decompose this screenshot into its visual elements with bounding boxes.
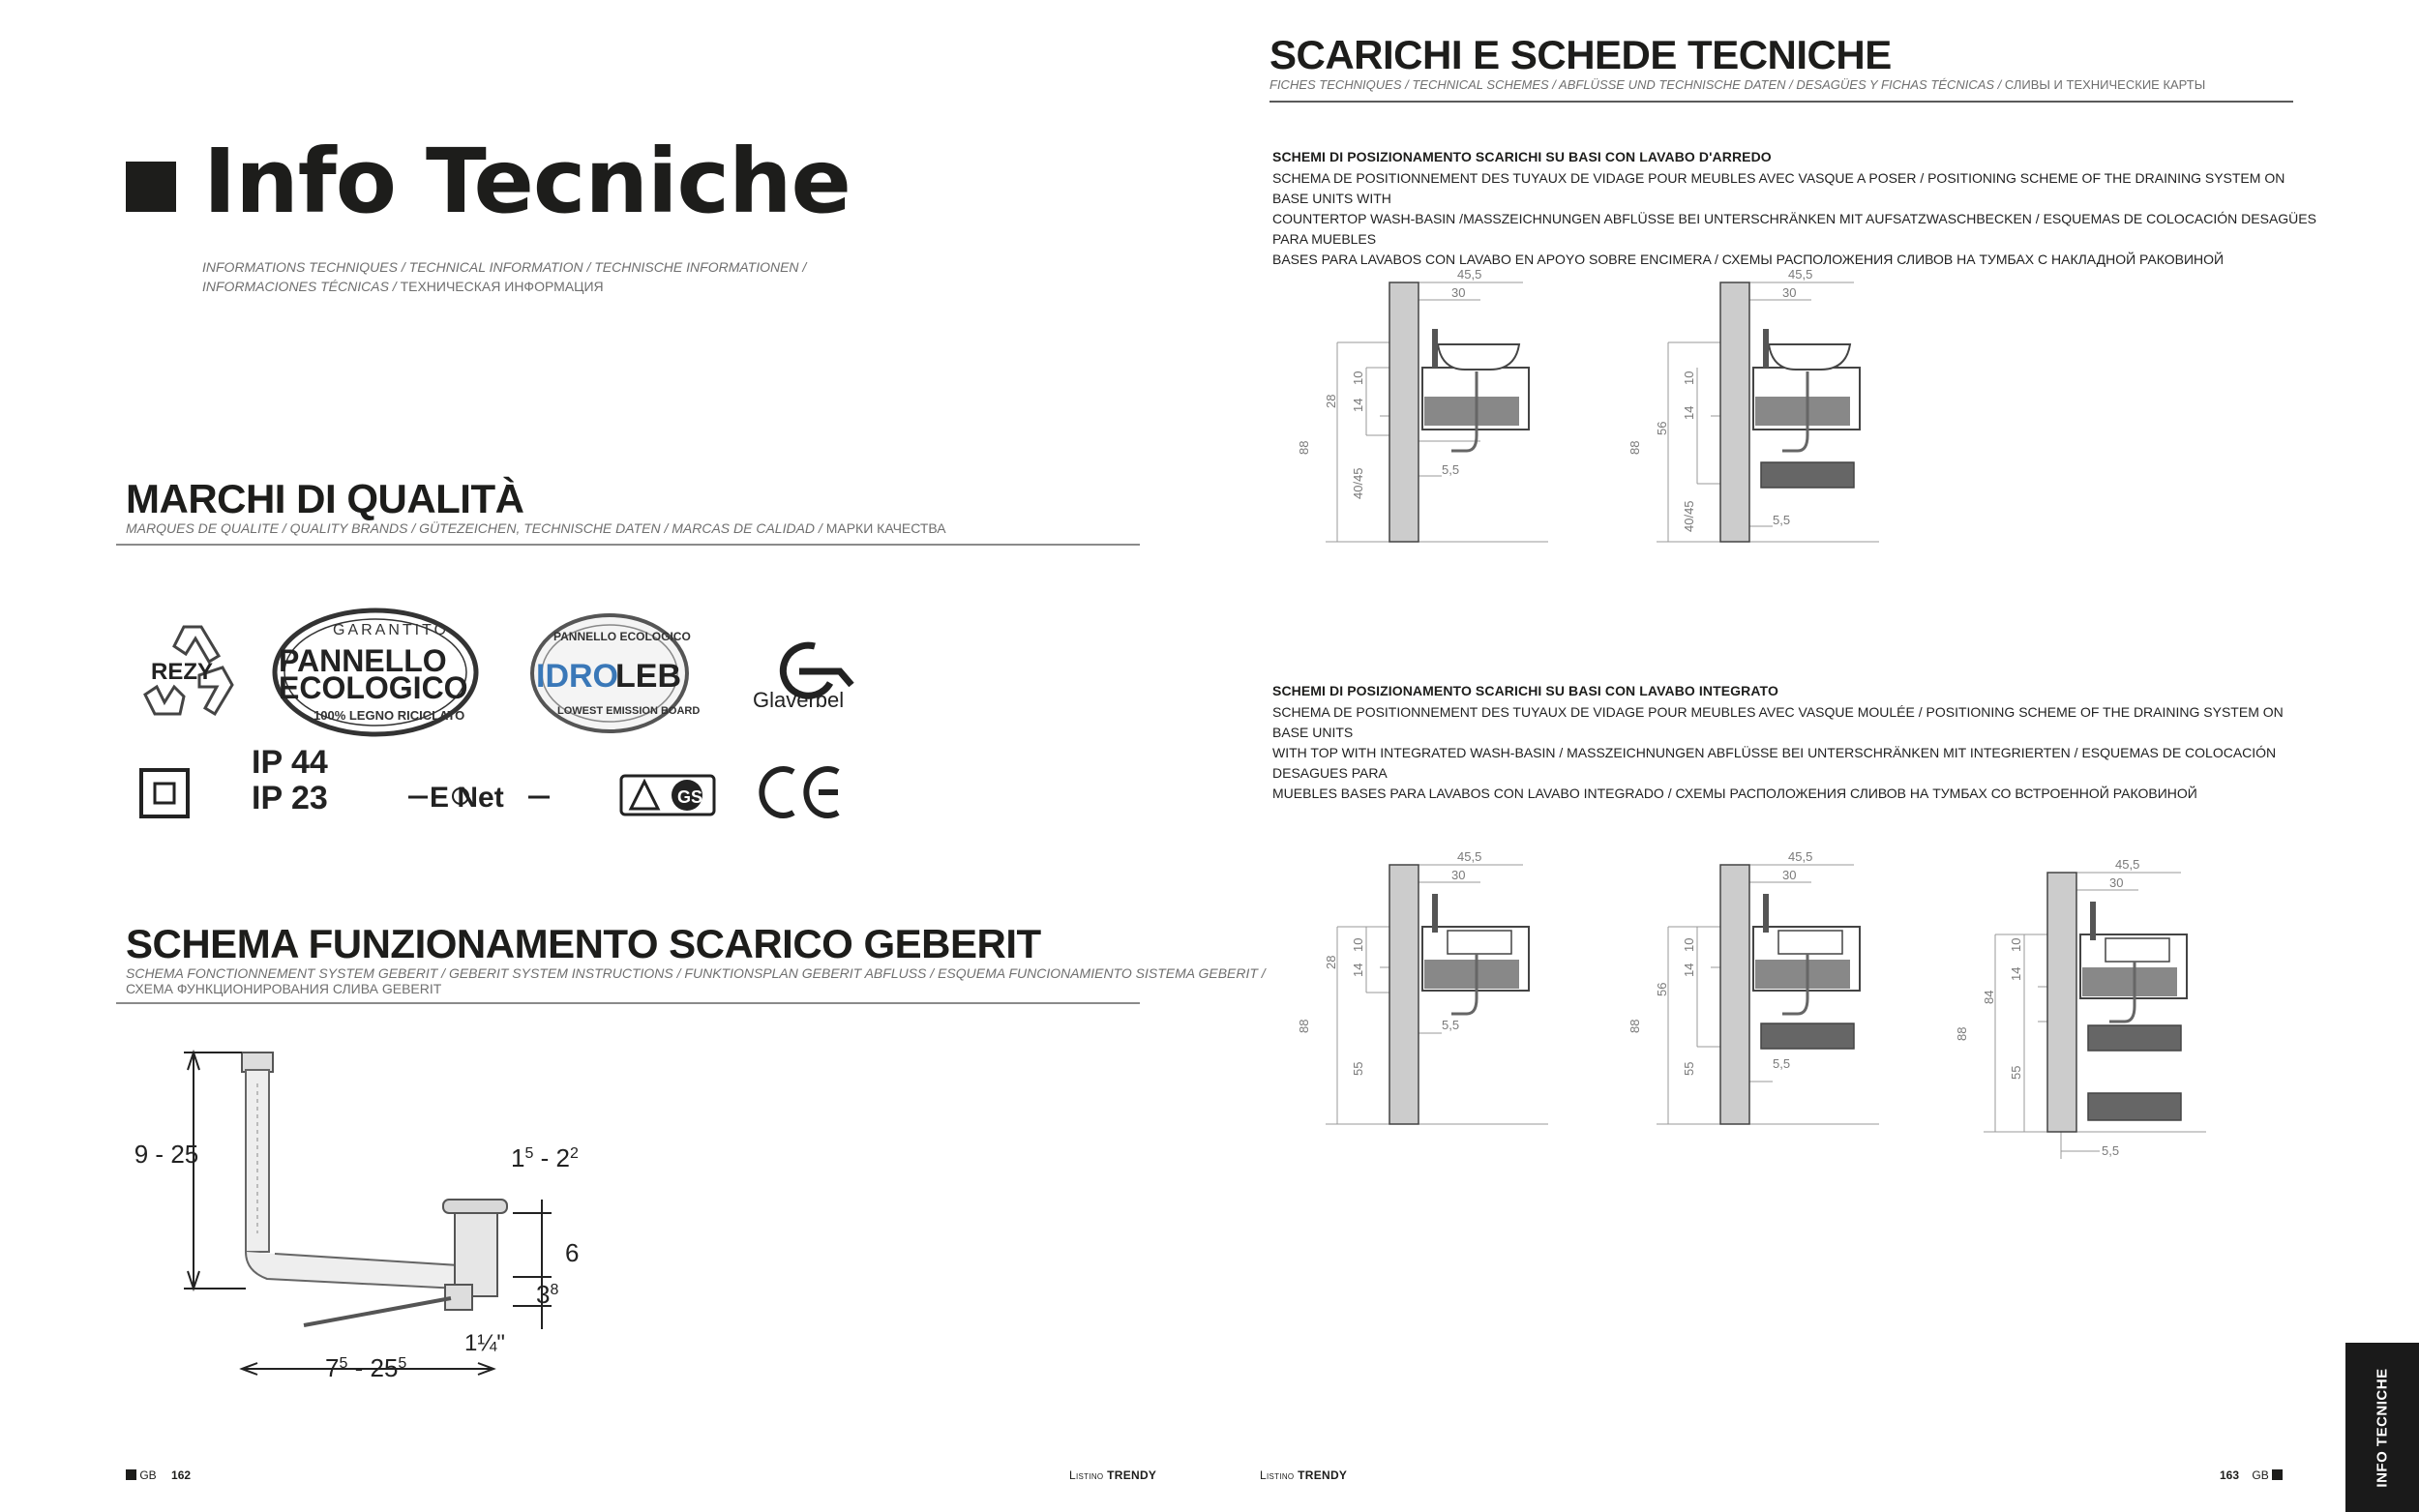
side-tab[interactable] xyxy=(2345,1343,2419,1512)
dim-pipe: 1¼" xyxy=(464,1330,505,1356)
footer-square-icon xyxy=(2272,1469,2283,1480)
d4-low: 55 xyxy=(1682,1061,1696,1076)
idroleb-logo xyxy=(532,615,700,731)
quality-subheading: MARQUES DE QUALITE / QUALITY BRANDS / GÜTEZEICHEN, TECHNISCHE DATEN / MARCAS DE CALIDAD / МАРКИ КАЧЕСТВА xyxy=(126,520,946,536)
d2-a: 14 xyxy=(1682,405,1696,420)
d4-a: 14 xyxy=(1682,963,1696,977)
d5-total: 88 xyxy=(1955,1026,1969,1041)
section2-block: SCHEMI DI POSIZIONAMENTO SCARICHI SU BASI CON LAVABO INTEGRATO SCHEMA DE POSITIONNEMENT DES TUYAUX DE VIDAGE POUR MEUBLES AVEC VASQUE MOULÉE / POSITIONING SCHEME OF THE DRAINING SYSTEM ON BASE UNITS WITH TOP WITH INTEGRATED WASH-BASIN / MASSZEICHNUNGEN ABFLÜSSE BEI UNTERSCHRÄNKEN MIT INTEGRIERTEN / ESQUEMAS DE COLOCACIÓN DESAGUES PARA MUEBLES BASES PARA LAVABOS CON LAVABO INTEGRADO / СХЕМЫ РАСПОЛОЖЕНИЯ СЛИВОВ НА ТУМБАХ СО ВСТРОЕННОЙ РАКОВИНОЙ xyxy=(1272,683,2284,801)
d1-low: 40/45 xyxy=(1351,467,1365,499)
d1-w2: 30 xyxy=(1451,285,1466,300)
svg-text:GS: GS xyxy=(677,787,703,807)
enet-logo xyxy=(408,782,550,814)
d1-b: 10 xyxy=(1351,371,1365,385)
title-square-icon xyxy=(126,162,176,212)
ce-mark-icon xyxy=(762,769,838,815)
right-rule xyxy=(1269,101,2293,103)
geberit-rule xyxy=(116,1002,1140,1004)
glaverbel-label: Glaverbel xyxy=(753,688,845,712)
d5-mid: 84 xyxy=(1982,990,1996,1004)
d3-off: 5,5 xyxy=(1442,1018,1460,1032)
pannello-main1: PANNELLO xyxy=(279,643,447,678)
d4-mid: 56 xyxy=(1655,982,1669,996)
idroleb-idro: IDRO xyxy=(536,658,618,695)
idroleb-leb: LEB xyxy=(615,658,681,695)
geberit-diagram xyxy=(134,1035,677,1393)
dim-length: $7^5 - 25^5$ xyxy=(325,1353,407,1382)
geberit-subheading: SCHEMA FONCTIONNEMENT SYSTEM GEBERIT / GEBERIT SYSTEM INSTRUCTIONS / FUNKTIONSPLAN GEBERIT ABFLUSS / ESQUEMA FUNCIONAMIENTO SISTEMA GEBERIT / СХЕМА ФУНКЦИОНИРОВАНИЯ СЛИВА GEBERIT xyxy=(126,965,1266,996)
d3-low: 55 xyxy=(1351,1061,1365,1076)
geberit-heading: SCHEMA FUNZIONAMENTO SCARICO GEBERIT xyxy=(126,921,1041,966)
side-tab-label: INFO TECNICHE xyxy=(2374,1367,2391,1488)
d2-off: 5,5 xyxy=(1773,513,1791,527)
pannello-main2: ECOLOGICO xyxy=(279,670,468,705)
d3-mid: 28 xyxy=(1324,955,1338,969)
left-footer-page: GB 162 xyxy=(126,1468,191,1482)
enet-label: E Net xyxy=(430,782,504,814)
d5-b: 10 xyxy=(2009,937,2023,952)
left-footer-brand: Listino TRENDY xyxy=(1069,1468,1157,1482)
right-heading: SCARICHI E SCHEDE TECNICHE xyxy=(1269,32,1892,77)
d1-total: 88 xyxy=(1297,440,1311,455)
d3-b: 10 xyxy=(1351,937,1365,952)
rezy-recycle-icon xyxy=(145,627,232,714)
d2-b: 10 xyxy=(1682,371,1696,385)
d3-a: 14 xyxy=(1351,963,1365,977)
dim-three: $3^8$ xyxy=(536,1280,559,1309)
gs-safety-icon xyxy=(621,776,714,815)
d2-mid: 56 xyxy=(1655,421,1669,435)
d2-total: 88 xyxy=(1628,440,1642,455)
d1-a: 14 xyxy=(1351,398,1365,412)
d4-w2: 30 xyxy=(1782,868,1797,882)
rezy-label: REZY xyxy=(151,659,214,685)
d2-w2: 30 xyxy=(1782,285,1797,300)
d5-w2: 30 xyxy=(2109,875,2124,890)
d4-total: 88 xyxy=(1628,1019,1642,1033)
d1-w1: 45,5 xyxy=(1457,267,1482,282)
d5-a: 14 xyxy=(2009,966,2023,981)
pannello-bottom-text: 100% LEGNO RICICLATO xyxy=(314,708,465,723)
d5-w1: 45,5 xyxy=(2115,857,2140,872)
drain-diagram-1 xyxy=(1287,261,1558,551)
glaverbel-logo xyxy=(753,645,851,712)
geberit-column xyxy=(242,1052,273,1252)
quality-heading: MARCHI DI QUALITÀ xyxy=(126,476,524,521)
page-subtitle: INFORMATIONS TECHNIQUES / TECHNICAL INFORMATION / TECHNISCHE INFORMATIONEN / INFORMACIONES TÉCNICAS / ТЕХНИЧЕСКАЯ ИНФОРМАЦИЯ xyxy=(202,259,807,294)
d1-off: 5,5 xyxy=(1442,462,1460,477)
double-insulation-icon xyxy=(141,770,188,816)
dim-height: 9 - 25 xyxy=(134,1140,199,1169)
quality-rule xyxy=(116,544,1140,546)
right-footer-page: 163 GB xyxy=(2220,1468,2283,1482)
d3-total: 88 xyxy=(1297,1019,1311,1033)
drain-diagram-3 xyxy=(1287,844,1558,1134)
footer-square-icon xyxy=(126,1469,136,1480)
section1-block: SCHEMI DI POSIZIONAMENTO SCARICHI SU BASI CON LAVABO D'ARREDO SCHEMA DE POSITIONNEMENT DES TUYAUX DE VIDAGE POUR MEUBLES AVEC VASQUE A POSER / POSITIONING SCHEME OF THE DRAINING SYSTEM ON BASE UNITS WITH COUNTERTOP WASH-BASIN /MASSZEICHNUNGEN ABFLÜSSE BEI UNTERSCHRÄNKEN MIT AUFSATZWASCHBECKEN / ESQUEMAS DE COLOCACIÓN DESAGÜES PARA MUEBLES BASES PARA LAVABOS CON LAVABO EN APOYO SOBRE ENCIMERA / СХЕМЫ РАСПОЛОЖЕНИЯ СЛИВОВ НА ТУМБАХ С НАКЛАДНОЙ РАКОВИНОЙ xyxy=(1272,149,2316,267)
d2-low: 40/45 xyxy=(1682,500,1696,532)
drain-diagram-4 xyxy=(1618,844,1889,1134)
d3-w1: 45,5 xyxy=(1457,849,1482,864)
drain-diagram-5 xyxy=(1945,851,2216,1171)
right-subheading: FICHES TECHNIQUES / TECHNICAL SCHEMES / ABFLÜSSE UND TECHNISCHE DATEN / DESAGÜES Y FICHAS TÉCNICAS / СЛИВЫ И ТЕХНИЧЕСКИЕ КАРТЫ xyxy=(1269,77,2206,92)
dim-six: 6 xyxy=(565,1238,580,1267)
d4-off: 5,5 xyxy=(1773,1056,1791,1071)
ip23-label: IP 23 xyxy=(252,780,328,816)
d1-mid: 28 xyxy=(1324,394,1338,408)
ip44-label: IP 44 xyxy=(252,744,328,781)
d5-low: 55 xyxy=(2009,1065,2023,1080)
d5-off: 5,5 xyxy=(2102,1143,2120,1158)
idroleb-bottom-text: LOWEST EMISSION BOARD xyxy=(557,705,701,717)
geberit-pipe xyxy=(246,1200,507,1325)
pannello-top-text: GARANTITO xyxy=(333,622,450,638)
d3-w2: 30 xyxy=(1451,868,1466,882)
right-footer-brand: Listino TRENDY xyxy=(1260,1468,1348,1482)
pannello-ecologico-logo xyxy=(275,610,476,734)
d4-b: 10 xyxy=(1682,937,1696,952)
d4-w1: 45,5 xyxy=(1788,849,1813,864)
d2-w1: 45,5 xyxy=(1788,267,1813,282)
idroleb-top-text: PANNELLO ECOLOGICO xyxy=(553,630,691,643)
quality-logos xyxy=(126,590,900,832)
drain-diagram-2 xyxy=(1618,261,1889,551)
dim-top-range: $1^5 - 2^2$ xyxy=(511,1143,579,1172)
